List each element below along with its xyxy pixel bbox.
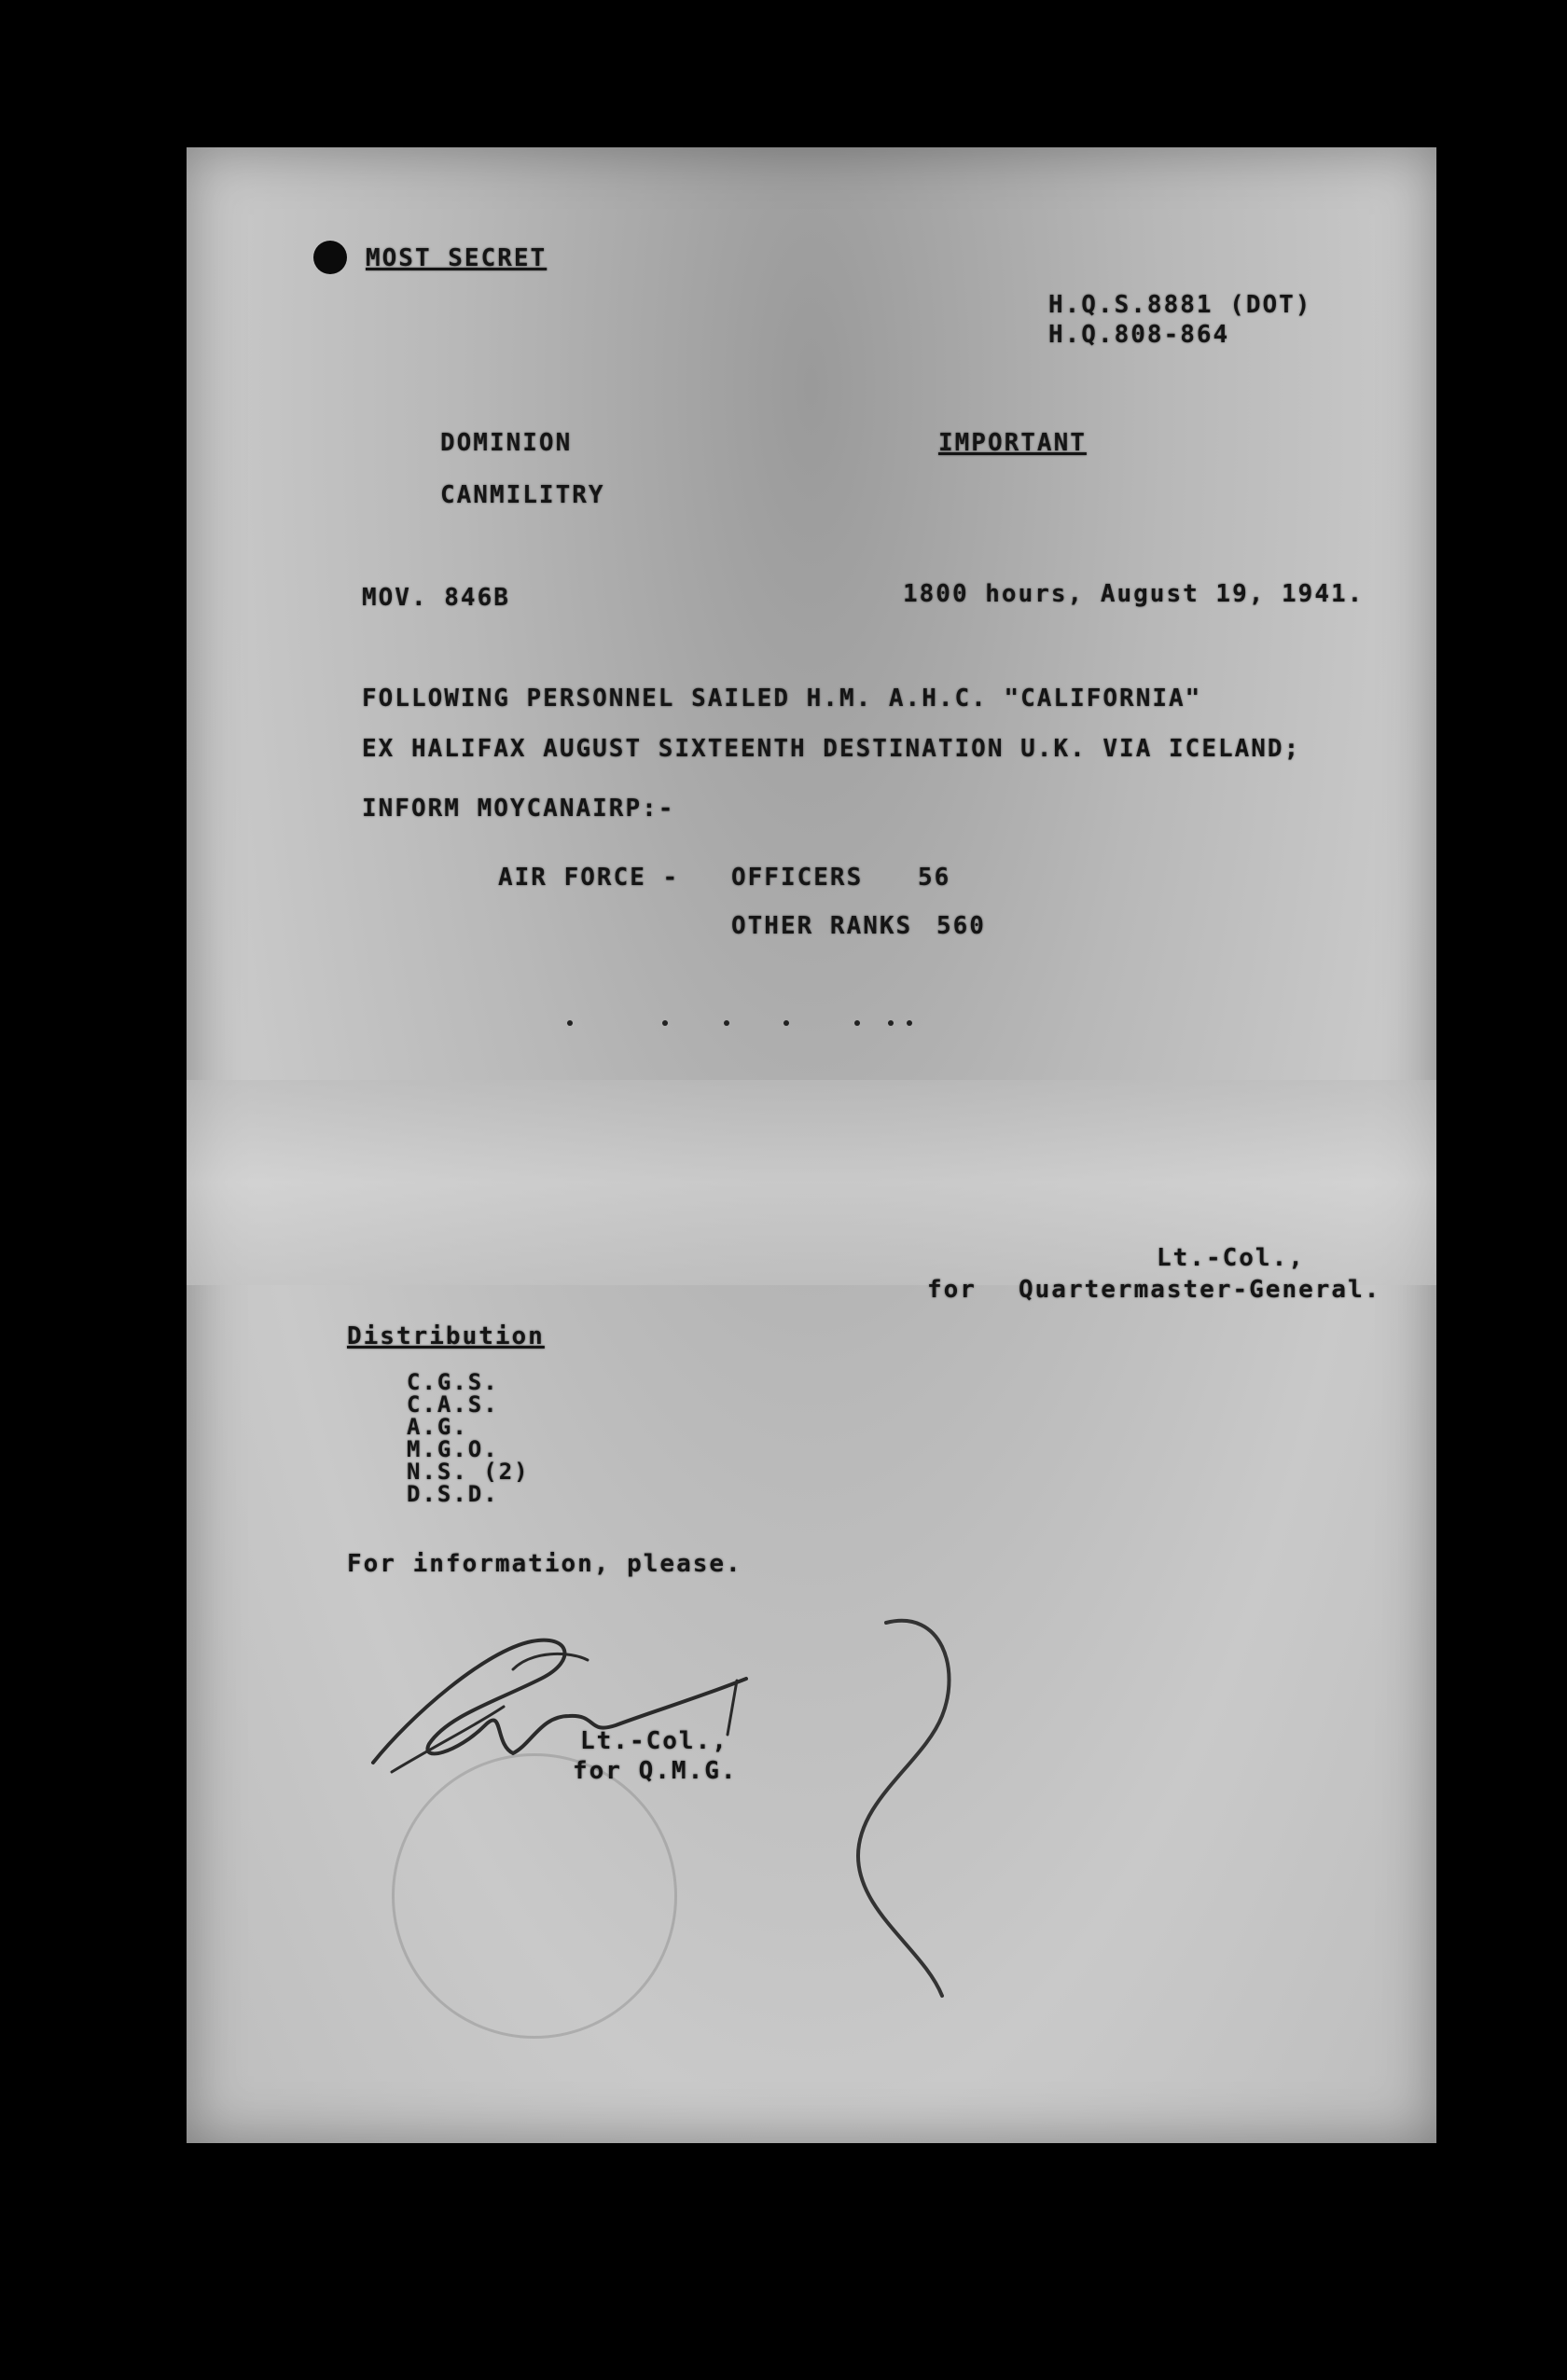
distribution-item: D.S.D.	[407, 1481, 499, 1507]
message-number: MOV. 846B	[362, 584, 510, 612]
other-ranks-count: 560	[936, 912, 986, 940]
addressee-via: CANMILITRY	[440, 481, 605, 509]
priority: IMPORTANT	[938, 429, 1087, 457]
signature-office: Quartermaster-General.	[1019, 1276, 1381, 1304]
distribution-item: C.G.S.	[407, 1369, 499, 1395]
classification: MOST SECRET	[366, 244, 548, 272]
document-page	[187, 147, 1436, 2143]
file-ref-2: H.Q.808-864	[1048, 321, 1230, 349]
message-datetime: 1800 hours, August 19, 1941.	[903, 580, 1365, 608]
distribution-item: M.G.O.	[407, 1436, 499, 1462]
distribution-item: A.G.	[407, 1414, 468, 1440]
distribution-item: N.S. (2)	[407, 1459, 530, 1485]
closing-rank: Lt.-Col.,	[580, 1727, 728, 1755]
signature-rank: Lt.-Col.,	[1157, 1244, 1305, 1272]
body-line-1: FOLLOWING PERSONNEL SAILED H.M. A.H.C. "CALIFORNIA"	[362, 685, 1202, 713]
handwritten-mark	[839, 1613, 989, 2005]
body-line-3: INFORM MOYCANAIRP:-	[362, 795, 675, 823]
other-ranks-label: OTHER RANKS	[731, 912, 913, 940]
distribution-heading: Distribution	[347, 1322, 545, 1350]
distribution-list	[407, 1371, 530, 1505]
signature-for: for	[927, 1276, 977, 1304]
personnel-branch: AIR FORCE -	[498, 864, 680, 892]
distribution-note: For information, please.	[347, 1550, 742, 1578]
file-ref-1: H.Q.S.8881 (DOT)	[1048, 291, 1312, 319]
officers-count: 56	[918, 864, 951, 892]
bullet-mark	[313, 241, 347, 274]
distribution-item: C.A.S.	[407, 1391, 499, 1418]
body-line-2: EX HALIFAX AUGUST SIXTEENTH DESTINATION U.K. VIA ICELAND;	[362, 735, 1301, 763]
separator-dots	[560, 1020, 951, 1028]
closing-for: for Q.M.G.	[573, 1757, 738, 1785]
officers-label: OFFICERS	[731, 864, 864, 892]
addressee-to: DOMINION	[440, 429, 573, 457]
